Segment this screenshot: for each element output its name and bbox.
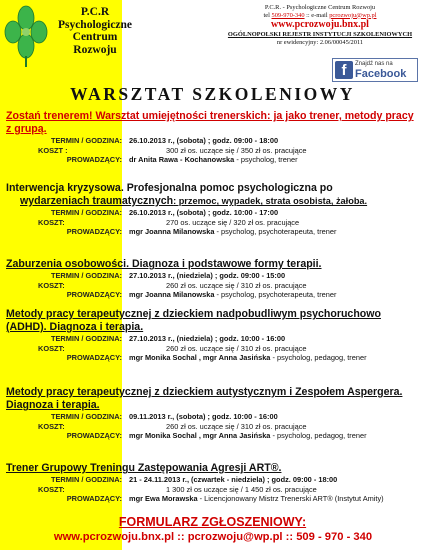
- prowadzacy-row: [6, 290, 420, 300]
- koszt-value: 260 zł os. uczące się / 310 zł os. pracujące: [166, 343, 307, 353]
- termin-label: TERMIN / GODZINA:: [50, 334, 122, 343]
- tel-label: tel: [263, 11, 270, 19]
- brand-name: [50, 6, 140, 56]
- registry-title: OGÓLNOPOLSKI REJESTR INSTYTUCJI SZKOLENIOWYCH: [227, 31, 413, 39]
- phone-link[interactable]: 509-970-340: [271, 11, 305, 19]
- termin-row: [6, 334, 420, 344]
- contact-block: [220, 4, 420, 46]
- termin-label: TERMIN / GODZINA:: [50, 475, 122, 484]
- termin-label: TERMIN / GODZINA:: [50, 208, 122, 217]
- koszt-label: KOSZT:: [38, 343, 65, 353]
- termin-value: 27.10.2013 r., (niedziela) ; godz. 10:00 - 16:00: [129, 334, 286, 343]
- termin-label: TERMIN / GODZINA:: [50, 271, 122, 280]
- workshop-heading: [6, 386, 420, 412]
- termin-label: TERMIN / GODZINA:: [50, 136, 122, 145]
- koszt-row: [6, 344, 420, 354]
- workshop-heading: [6, 462, 420, 475]
- prowadzacy-role: - psycholog, trener: [234, 155, 298, 165]
- brand-line: Centrum Rozwoju: [72, 31, 118, 56]
- termin-row: [6, 271, 420, 281]
- prowadzacy-row: [6, 494, 420, 504]
- workshop-heading-text: Trener Grupowy Treningu Zastępowania Agresji ART®.: [6, 462, 282, 474]
- koszt-value: 260 zł os. uczące się / 310 zł os. pracujące: [166, 280, 307, 290]
- koszt-row: [6, 485, 420, 495]
- koszt-value: 270 os. uczące się / 320 zł os. pracujące: [166, 217, 300, 227]
- prowadzacy-row: [6, 155, 420, 165]
- workshop-heading-text: Interwencja kryzysowa. Profesjonalna pomoc psychologiczna po: [6, 182, 333, 194]
- koszt-row: [6, 422, 420, 432]
- prowadzacy-role: - psycholog, psychoterapeuta, trener: [214, 227, 337, 237]
- termin-row: [6, 412, 420, 422]
- prowadzacy-row: [6, 227, 420, 237]
- clover-leaf-icon: [4, 4, 48, 68]
- prowadzacy-row: [6, 353, 420, 363]
- facebook-small-text: Znajdź nas na: [355, 60, 393, 67]
- workshop-heading-text: Zaburzenia osobowości. Diagnoza i podstawowe formy terapii.: [6, 258, 322, 270]
- registration-form-link[interactable]: FORMULARZ ZGŁOSZENIOWY:: [118, 515, 307, 529]
- workshop-section: [6, 258, 420, 300]
- termin-value: 26.10.2013 r., (sobota) ; godz. 09:00 - 18:00: [129, 136, 279, 145]
- facebook-icon: f: [335, 61, 353, 79]
- workshop-heading-text: Metody pracy terapeutycznej z dzieckiem nadpobudliwym psychoruchowo (ADHD). Diagnoza i terapia.: [6, 308, 381, 333]
- koszt-value: 1 300 zł os uczące się / 1 450 zł os. pracujące: [166, 484, 317, 494]
- prowadzacy-label: PROWADZĄCY:: [66, 431, 122, 441]
- termin-value: 27.10.2013 r., (niedziela) ; godz. 09:00 - 15:00: [129, 271, 286, 280]
- termin-row: [6, 136, 420, 146]
- registry-number: nr ewidencyjny: 2.06/00045/2011: [276, 38, 364, 46]
- brand-line: P.C.R: [80, 6, 110, 18]
- workshop-section: [6, 462, 420, 504]
- koszt-label: KOSZT:: [38, 280, 65, 290]
- koszt-label: KOSZT:: [38, 421, 65, 431]
- page-title: WARSZTAT SZKOLENIOWY: [70, 84, 355, 104]
- termin-value: 09.11.2013 r., (sobota) ; godz. 10:00 - 16:00: [129, 412, 278, 421]
- koszt-row: [6, 146, 420, 156]
- termin-value: 21 - 24.11.2013 r., (czwartek - niedziela) ; godz. 09:00 - 18:00: [129, 475, 338, 484]
- koszt-label: KOSZT :: [38, 145, 68, 155]
- koszt-row: [6, 281, 420, 291]
- contact-name: P.C.R. - Psychologiczne Centrum Rozwoju: [264, 4, 376, 11]
- prowadzacy-name: dr Anita Rawa - Kochanowska: [129, 155, 235, 165]
- prowadzacy-name: mgr Joanna Milanowska: [129, 290, 215, 300]
- prowadzacy-role: - psycholog, pedagog, trener: [270, 431, 367, 441]
- workshop-heading-text: wydarzeniach traumatycznych: [20, 195, 174, 207]
- website-link[interactable]: www.pcrozwoju.bnx.pl: [271, 19, 369, 31]
- workshop-heading-subtext: : przemoc, wypadek, strata osobista, żałoba.: [173, 196, 368, 206]
- termin-label: TERMIN / GODZINA:: [50, 412, 122, 421]
- workshop-heading: [6, 110, 420, 136]
- contact-line: [220, 12, 420, 20]
- prowadzacy-row: [6, 431, 420, 441]
- email-link[interactable]: pcrozwoju@wp.pl: [329, 11, 377, 19]
- koszt-label: KOSZT:: [38, 217, 65, 227]
- workshop-section: [6, 386, 420, 441]
- facebook-big-text: Facebook: [355, 67, 407, 80]
- termin-row: [6, 475, 420, 485]
- workshop-heading-text: Zostań trenerem! Warsztat umiejętności trenerskich: ja jako trener, metody pracy z grupą.: [6, 110, 414, 135]
- prowadzacy-role: - psycholog, pedagog, trener: [270, 353, 367, 363]
- prowadzacy-label: PROWADZĄCY:: [66, 353, 122, 363]
- footer-contact: www.pcrozwoju.bnx.pl :: pcrozwoju@wp.pl :: 509 - 970 - 340: [53, 531, 373, 543]
- workshop-section: [6, 308, 420, 363]
- koszt-label: KOSZT:: [38, 484, 65, 494]
- prowadzacy-name: mgr Ewa Morawska: [129, 494, 198, 504]
- workshop-section: [6, 110, 420, 165]
- prowadzacy-label: PROWADZĄCY:: [66, 290, 122, 300]
- prowadzacy-label: PROWADZĄCY:: [66, 227, 122, 237]
- termin-row: [6, 208, 420, 218]
- prowadzacy-name: mgr Monika Sochal , mgr Anna Jasińska: [129, 353, 271, 363]
- prowadzacy-role: - Licencjonowany Mistrz Trenerski ART® (Instytut Amity): [197, 494, 384, 504]
- brand-line: Psychologiczne: [57, 18, 133, 31]
- facebook-text: [355, 61, 406, 80]
- workshop-heading-text: Metody pracy terapeutycznej z dzieckiem autystycznym i Zespołem Aspergera. Diagnoza i terapia.: [6, 386, 403, 411]
- prowadzacy-role: - psycholog, psychoterapeuta, trener: [214, 290, 337, 300]
- facebook-badge[interactable]: [332, 58, 418, 82]
- workshop-section: [6, 182, 420, 237]
- prowadzacy-label: PROWADZĄCY:: [66, 494, 122, 504]
- koszt-row: [6, 218, 420, 228]
- termin-value: 26.10.2013 r., (sobota) ; godz. 10:00 - 17:00: [129, 208, 279, 217]
- workshop-heading: [6, 258, 420, 271]
- workshop-heading: [6, 182, 420, 208]
- workshop-heading: [6, 308, 420, 334]
- prowadzacy-name: mgr Monika Sochal , mgr Anna Jasińska: [129, 431, 271, 441]
- prowadzacy-label: PROWADZĄCY:: [66, 155, 122, 165]
- koszt-value: 260 zł os. uczące się / 310 zł os. pracujące: [166, 421, 307, 431]
- koszt-value: 300 zł os. uczące się / 350 zł os. pracujące: [166, 145, 307, 155]
- email-label: :: e-mail: [306, 11, 328, 19]
- prowadzacy-name: mgr Joanna Milanowska: [129, 227, 215, 237]
